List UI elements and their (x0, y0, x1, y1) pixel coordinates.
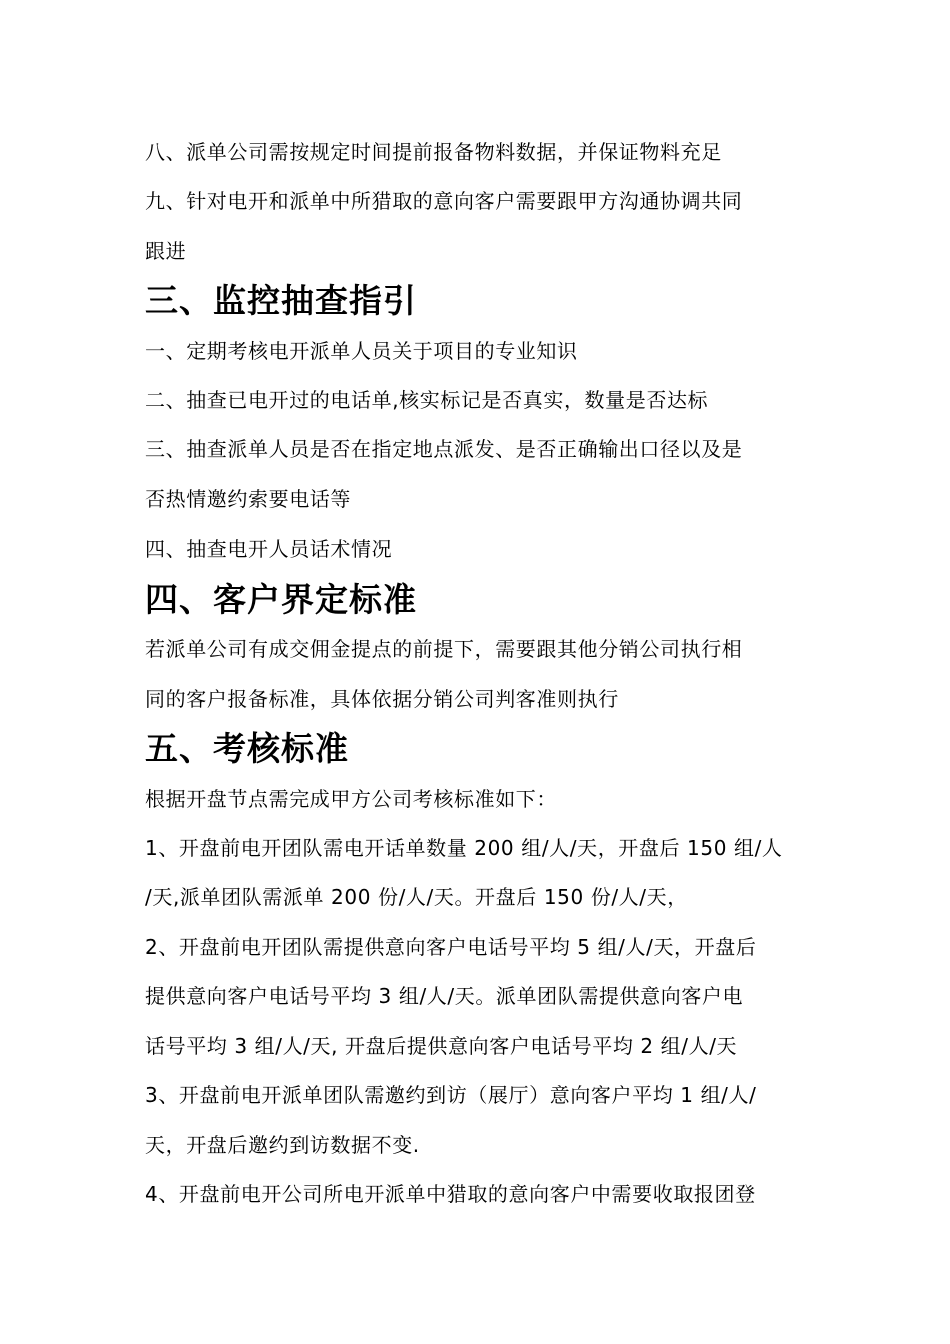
paragraph-line: 3、开盘前电开派单团队需邀约到访（展厅）意向客户平均 1 组/人/ (145, 1083, 757, 1107)
paragraph-line: 九、针对电开和派单中所猎取的意向客户需要跟甲方沟通协调共同 (145, 189, 743, 213)
paragraph-line: 二、抽查已电开过的电话单,核实标记是否真实，数量是否达标 (145, 388, 709, 412)
paragraph-line: 一、定期考核电开派单人员关于项目的专业知识 (145, 339, 578, 363)
section-heading: 三、监控抽查指引 (145, 281, 417, 320)
paragraph-line: 若派单公司有成交佣金提点的前提下，需要跟其他分销公司执行相 (145, 637, 743, 661)
paragraph-line: 三、抽查派单人员是否在指定地点派发、是否正确输出口径以及是 (145, 437, 743, 461)
paragraph-line: 天，开盘后邀约到访数据不变. (145, 1133, 420, 1157)
paragraph-line: /天,派单团队需派单 200 份/人/天。开盘后 150 份/人/天， (145, 885, 688, 909)
paragraph-line: 跟进 (145, 239, 187, 263)
paragraph-line: 八、派单公司需按规定时间提前报备物料数据，并保证物料充足 (145, 140, 722, 164)
section-heading: 五、考核标准 (145, 729, 349, 768)
paragraph-line: 同的客户报备标准，具体依据分销公司判客准则执行 (145, 687, 619, 711)
paragraph-line: 4、开盘前电开公司所电开派单中猎取的意向客户中需要收取报团登 (145, 1182, 756, 1206)
paragraph-line: 2、开盘前电开团队需提供意向客户电话号平均 5 组/人/天，开盘后 (145, 935, 757, 959)
paragraph-line: 否热情邀约索要电话等 (145, 487, 351, 511)
paragraph-line: 1、开盘前电开团队需电开话单数量 200 组/人/天，开盘后 150 组/人 (145, 836, 783, 860)
paragraph-line: 四、抽查电开人员话术情况 (145, 537, 393, 561)
paragraph-line: 根据开盘节点需完成甲方公司考核标准如下： (145, 787, 557, 811)
paragraph-line: 话号平均 3 组/人/天, 开盘后提供意向客户电话号平均 2 组/人/天 (145, 1034, 738, 1058)
paragraph-line: 提供意向客户电话号平均 3 组/人/天。派单团队需提供意向客户电 (145, 984, 744, 1008)
section-heading: 四、客户界定标准 (145, 580, 417, 619)
